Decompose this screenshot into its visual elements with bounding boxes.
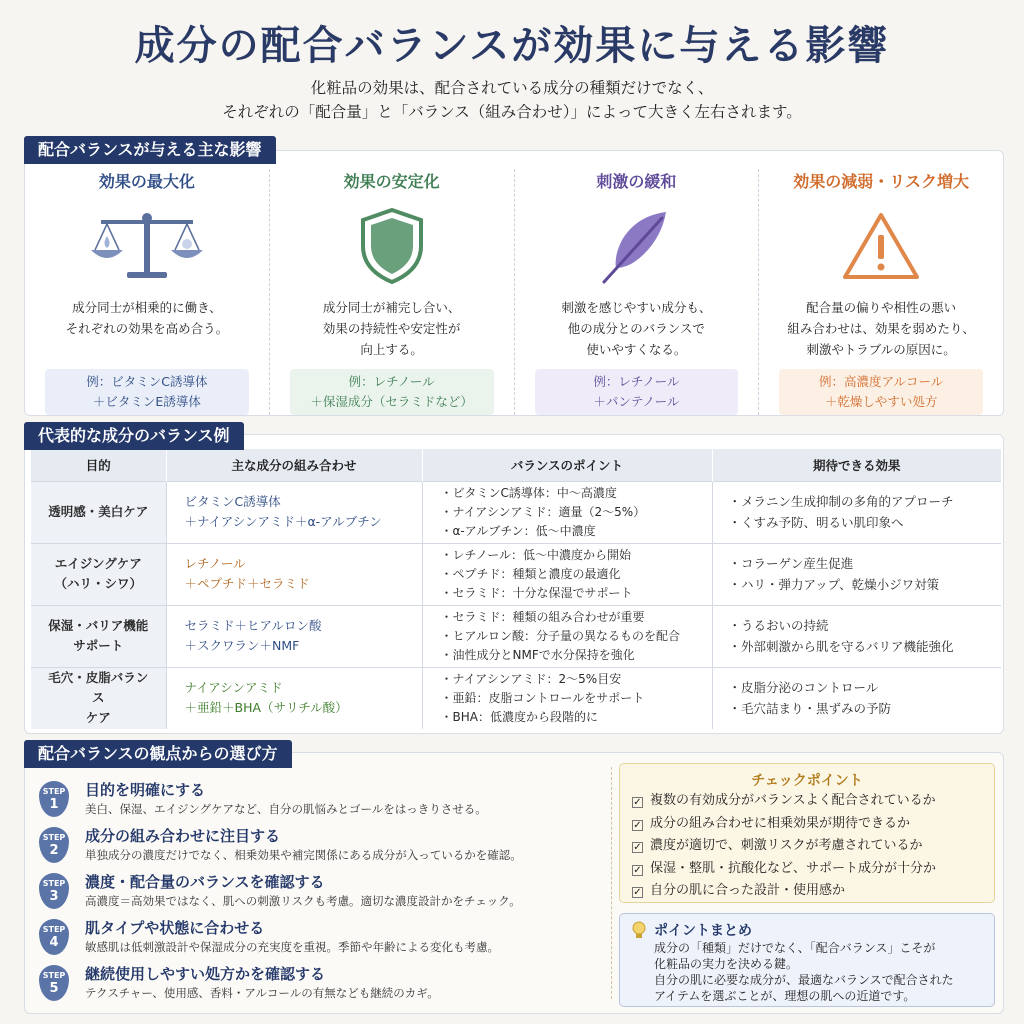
table-header: 期待できる効果 xyxy=(712,449,1001,481)
row-points: ・ナイアシンアミド：2〜5%目安 ・亜鉛：皮脂コントロールをサポート ・BHA：低濃度から段階的に xyxy=(422,667,712,729)
row-points: ・ビタミンC誘導体：中〜高濃度 ・ナイアシンアミド：適量（2〜5%） ・α-アルブチン：低〜中濃度 xyxy=(422,481,712,543)
step-description: 高濃度＝高効果ではなく、肌への刺激リスクも考慮。適切な濃度設計かをチェック。 xyxy=(85,894,521,908)
card-example: 例：レチノール ＋保湿成分（セラミドなど） xyxy=(290,369,494,415)
card-description: 成分同士が補完し合い、 効果の持続性や安定性が 向上する。 xyxy=(322,300,461,357)
summary-title: ポイントまとめ xyxy=(654,923,752,939)
card-example: 例：レチノール ＋パンテノール xyxy=(535,369,739,415)
row-purpose: 保湿・バリア機能 サポート xyxy=(31,605,166,667)
checkbox-icon: ✓ xyxy=(633,864,642,876)
step-title: 目的を明確にする xyxy=(85,781,206,799)
checkpoint-item: ✓ 自分の肌に合った設計・使用感か xyxy=(633,883,846,898)
step-description: 美白、保湿、エイジングケアなど、自分の肌悩みとゴールをはっきりさせる。 xyxy=(85,802,487,816)
row-purpose: エイジングケア （ハリ・シワ） xyxy=(31,543,166,605)
card-description: 配合量の偏りや相性の悪い 組み合わせは、効果を弱めたり、 刺激やトラブルの原因に。 xyxy=(787,300,975,357)
step-item xyxy=(39,779,599,823)
card-risk xyxy=(759,169,1003,415)
table-header: 主な成分の組み合わせ xyxy=(166,449,422,481)
lead-text: 化粧品の効果は、配合されている成分の種類だけでなく、 それぞれの「配合量」と「バランス（組み合わせ）」によって大きく左右されます。 xyxy=(222,79,802,121)
row-points: ・セラミド：種類の組み合わせが重要 ・ヒアルロン酸：分子量の異なるものを配合 ・油性成分とNMFで水分保持を強化 xyxy=(422,605,712,667)
card-title: 効果の最大化 xyxy=(98,172,195,191)
checkpoint-item: ✓ 濃度が適切で、刺激リスクが考慮されているか xyxy=(633,838,923,853)
step-title: 肌タイプや状態に合わせる xyxy=(85,919,265,937)
step-description: 敏感肌は低刺激設計や保湿成分の充実度を重視。季節や年齢による変化も考慮。 xyxy=(85,940,499,954)
card-maximize xyxy=(25,169,270,415)
card-description: 刺激を感じやすい成分も、 他の成分とのバランスで 使いやすくなる。 xyxy=(561,300,712,357)
card-example: 例：高濃度アルコール ＋乾燥しやすい処方 xyxy=(779,369,983,415)
card-title: 効果の減弱・リスク増大 xyxy=(793,172,969,191)
row-purpose: 毛穴・皮脂バランス ケア xyxy=(31,667,166,729)
lightbulb-icon xyxy=(630,920,648,940)
card-soothe xyxy=(515,169,760,415)
step-badge: STEP 4 xyxy=(39,919,69,955)
row-combo: セラミド＋ヒアルロン酸 ＋スクワラン＋NMF xyxy=(166,605,422,667)
influence-panel xyxy=(24,150,1004,416)
divider xyxy=(611,767,612,999)
checkpoint-box xyxy=(619,763,995,903)
warning-icon xyxy=(839,209,923,283)
feather-icon xyxy=(596,206,676,286)
selection-panel xyxy=(24,752,1004,1014)
step-title: 成分の組み合わせに注目する xyxy=(85,827,281,845)
step-badge: STEP 5 xyxy=(39,965,69,1001)
step-item xyxy=(39,917,599,961)
table-row xyxy=(31,605,1001,667)
checkpoint-item: ✓ 保湿・整肌・抗酸化など、サポート成分が十分か xyxy=(633,860,937,876)
row-purpose: 透明感・美白ケア xyxy=(31,481,166,543)
row-combo: ビタミンC誘導体 ＋ナイアシンアミド＋α-アルブチン xyxy=(166,481,422,543)
card-description: 成分同士が相乗的に働き、 それぞれの効果を高め合う。 xyxy=(65,300,229,336)
row-effects: ・うるおいの持続 ・外部刺激から肌を守るバリア機能強化 xyxy=(712,605,1001,667)
card-title: 刺激の緩和 xyxy=(596,172,677,191)
step-badge: STEP 3 xyxy=(39,873,69,909)
step-badge: STEP 1 xyxy=(39,781,69,817)
row-effects: ・皮脂分泌のコントロール ・毛穴詰まり・黒ずみの予防 xyxy=(712,667,1001,729)
row-effects: ・コラーゲン産生促進 ・ハリ・弾力アップ、乾燥小ジワ対策 xyxy=(712,543,1001,605)
step-description: テクスチャー、使用感、香料・アルコールの有無なども継続のカギ。 xyxy=(85,986,439,1000)
checkpoint-item: ✓ 成分の組み合わせに相乗効果が期待できるか xyxy=(633,815,911,831)
card-example: 例：ビタミンC誘導体 ＋ビタミンE誘導体 xyxy=(45,369,249,415)
section-heading-selection: 配合バランスの観点からの選び方 xyxy=(24,740,292,768)
balance-table xyxy=(31,449,1001,729)
table-row xyxy=(31,543,1001,605)
checkpoint-item: ✓ 複数の有効成分がバランスよく配合されているか xyxy=(633,793,936,808)
examples-panel xyxy=(24,434,1004,734)
checkbox-icon: ✓ xyxy=(633,819,642,831)
step-badge: STEP 2 xyxy=(39,827,69,863)
section-heading-examples: 代表的な成分のバランス例 xyxy=(24,422,244,450)
table-header: バランスのポイント xyxy=(422,449,712,481)
section-heading-influence: 配合バランスが与える主な影響 xyxy=(24,136,276,164)
table-row xyxy=(31,481,1001,543)
summary-box xyxy=(619,913,995,1007)
checkbox-icon: ✓ xyxy=(633,842,642,853)
checkbox-icon: ✓ xyxy=(633,887,642,898)
step-description: 単独成分の濃度だけでなく、相乗効果や補完関係にある成分が入っているかを確認。 xyxy=(85,848,522,862)
step-item xyxy=(39,963,599,1007)
summary-text: 成分の「種類」だけでなく、「配合バランス」こそが 化粧品の実力を決める鍵。 自分の肌に必要な成分が、最適なバランスで配合された アイテムを選ぶことが、理想の肌への近道です。 xyxy=(654,941,954,1003)
balance-scale-icon xyxy=(87,206,207,286)
row-effects: ・メラニン生成抑制の多角的アプローチ ・くすみ予防、明るい肌印象へ xyxy=(712,481,1001,543)
card-stabilize xyxy=(270,169,515,415)
checkbox-icon: ✓ xyxy=(633,797,642,808)
row-combo: ナイアシンアミド ＋亜鉛＋BHA（サリチル酸） xyxy=(166,667,422,729)
page-title: 成分の配合バランスが効果に与える影響 xyxy=(134,22,890,69)
row-combo: レチノール ＋ペプチド＋セラミド xyxy=(166,543,422,605)
step-title: 継続使用しやすい処方かを確認する xyxy=(85,965,326,983)
row-points: ・レチノール：低〜中濃度から開始 ・ペプチド：種類と濃度の最適化 ・セラミド：十分な保湿でサポート xyxy=(422,543,712,605)
shield-icon xyxy=(357,206,427,286)
step-title: 濃度・配合量のバランスを確認する xyxy=(85,873,325,891)
step-item xyxy=(39,871,599,915)
card-title: 効果の安定化 xyxy=(343,172,440,191)
checkpoint-title: チェックポイント xyxy=(751,773,863,789)
step-item xyxy=(39,825,599,869)
table-header: 目的 xyxy=(31,449,166,481)
table-row xyxy=(31,667,1001,729)
